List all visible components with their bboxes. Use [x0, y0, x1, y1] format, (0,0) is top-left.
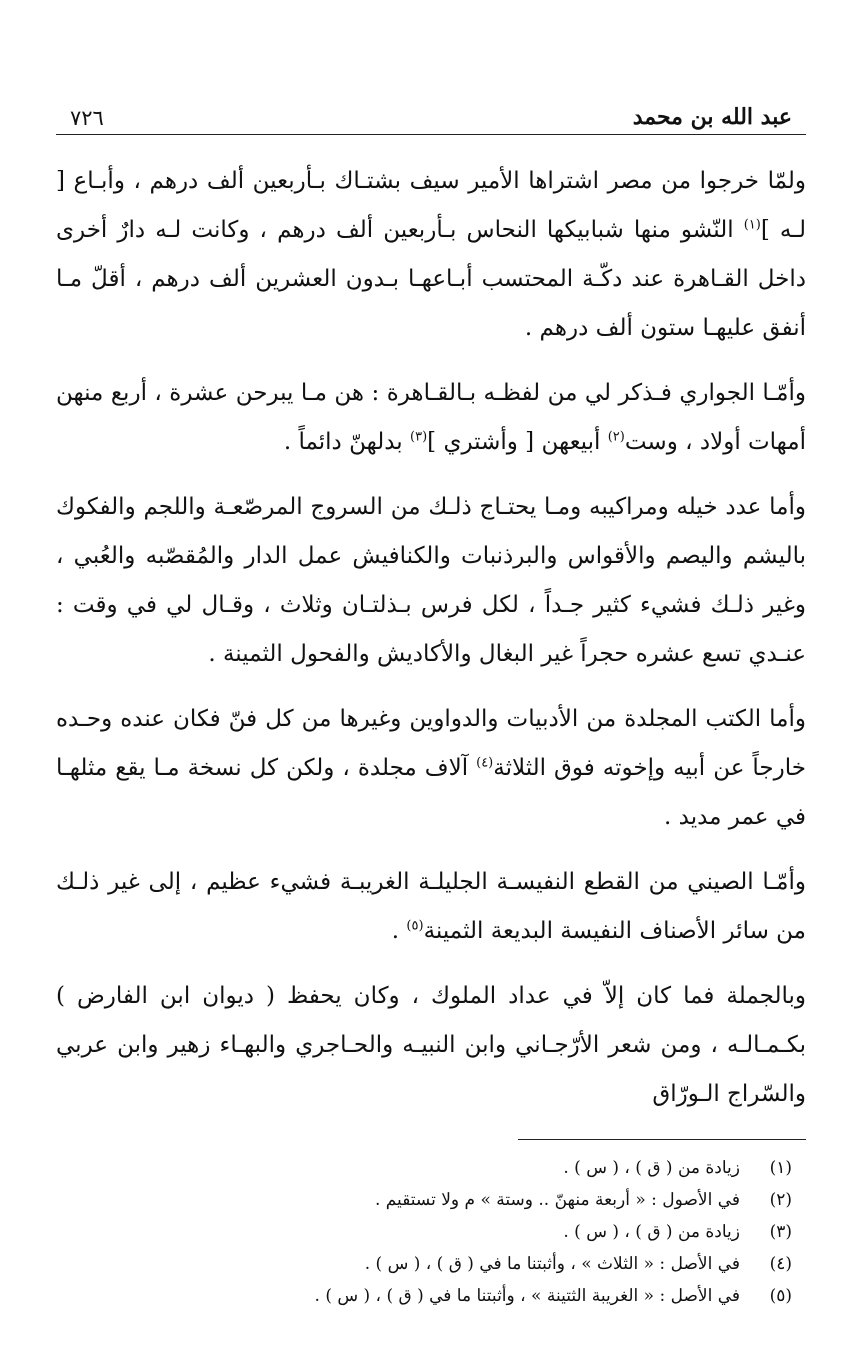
footnote-text: في الأصل : « الغريبة الثتينة » ، وأثبتنا ما في ( ق ) ، ( س ) .: [314, 1286, 740, 1306]
footnote-item: [56, 1216, 792, 1248]
header-author: عبد الله بن محمد: [632, 104, 792, 130]
paragraph-text: .: [391, 918, 407, 944]
footnotes: [56, 1152, 806, 1312]
footnote-reference: (٣): [410, 429, 428, 445]
page-number: ٧٢٦: [70, 106, 104, 130]
footnote-reference: (١): [743, 217, 761, 233]
footnote-text: زيادة من ( ق ) ، ( س ) .: [563, 1222, 740, 1242]
footnote-text: في الأصل : « الثلاث » ، وأثبتنا ما في ( ق ) ، ( س ) .: [364, 1254, 740, 1274]
footnote-number: (١): [769, 1158, 792, 1178]
paragraph-text: وأمّـا الجواري فـذكر لي من لفظـه بـالقـاهرة : هن مـا يبرحن عشرة ، أربع منهن أمهات أولاد ، وست: [56, 380, 806, 455]
footnote-item: [56, 1152, 792, 1184]
footnote-reference: (٥): [406, 918, 424, 934]
book-page: [56, 96, 806, 1312]
paragraph-text: أبيعهن [ وأشتري ]: [427, 429, 608, 455]
main-text: [56, 157, 806, 1119]
paragraph-text: وأمّـا الصيني من القطع النفيسـة الجليلـة الغريبـة فشيء عظيم ، إلى غير ذلـك من سائر الأصناف النفيسة البديعة الثمينة: [56, 869, 806, 944]
footnote-item: [56, 1248, 792, 1280]
paragraph-text: وأما عدد خيله ومراكيبه ومـا يحتـاج ذلـك من السروج المرصّعـة واللجم والفكوك باليشم واليصم والأقواس والبرذنبات والكنافيش عمل الدار والمُقصّبه والعُبي ، وغير ذلـك فشيء كثير جـداً ، لكل فرس بـذلتـان وثلاث ، وقـال لي في وقت : عنـدي تسع عشره حجراً غير البغال والأكاديش والفحول الثمينة .: [56, 494, 806, 667]
paragraph: [56, 858, 806, 956]
paragraph: [56, 972, 806, 1119]
footnote-divider: [518, 1139, 806, 1140]
footnote-item: [56, 1184, 792, 1216]
footnote-text: في الأصول : « أربعة منهنّ .. وستة » م ولا تستقيم .: [374, 1190, 740, 1210]
footnote-number: (٥): [769, 1286, 792, 1306]
paragraph-text: بدلهنّ دائماً .: [283, 429, 411, 455]
paragraph-text: وأما الكتب المجلدة من الأدبيات والدواوين وغيرها من كل فنّ فكان عنده وحـده خارجاً عن أبيه وإخوته فوق الثلاثة: [56, 706, 806, 781]
paragraph-text: آلاف مجلدة ، ولكن كل نسخة مـا يقع مثلهـا في عمر مديد .: [56, 755, 806, 830]
footnote-text: زيادة من ( ق ) ، ( س ) .: [563, 1158, 740, 1178]
paragraph: [56, 483, 806, 679]
footnote-number: (٤): [769, 1254, 792, 1274]
paragraph: [56, 157, 806, 353]
footnote-reference: (٢): [607, 429, 625, 445]
footnote-reference: (٤): [476, 755, 494, 771]
paragraph: [56, 369, 806, 467]
running-header: [56, 96, 806, 135]
paragraph: [56, 695, 806, 842]
paragraph-text: ولمّا خرجوا من مصر اشتراها الأمير سيف بشتـاك بـأربعين ألف درهم ، وأبـاع [ لـه ]: [56, 168, 806, 243]
paragraph-text: النّشو منها شبابيكها النحاس بـأربعين ألف درهم ، وكانت لـه دارٌ أخرى داخل القـاهرة عند دكّـة المحتسب أبـاعهـا بـدون العشرين ألف درهم ، أقلّ مـا أنفق عليهـا ستون ألف درهم .: [56, 217, 806, 341]
footnote-item: [56, 1280, 792, 1312]
paragraph-text: وبالجملة فما كان إلاّ في عداد الملوك ، وكان يحفظ ( ديوان ابن الفارض ) بكـمـالـه ، ومن شعر الأرّجـاني وابن النبيـه والحـاجري والبهـاء زهير وابن عربي والسّراج الـورّاق: [56, 983, 806, 1107]
footnote-number: (٣): [769, 1222, 792, 1242]
footnote-number: (٢): [769, 1190, 792, 1210]
